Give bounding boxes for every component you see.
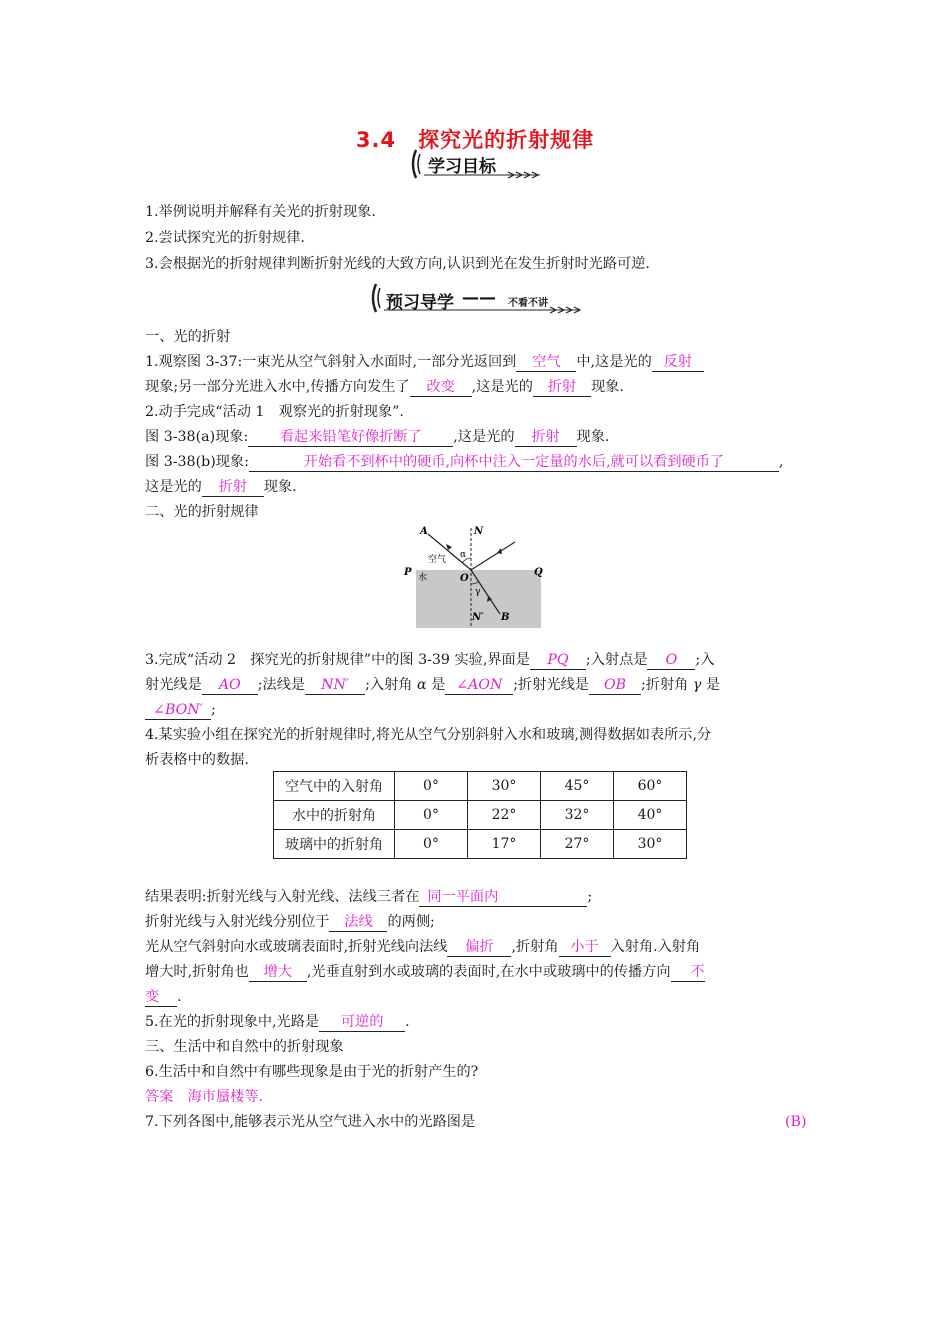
result-line5: 变 . (145, 989, 182, 1005)
q3-line2: 射光线是 AO ;法线是 NN′ ;入射角 α 是 ∠AON ;折射光线是 OB ;折射角 γ 是 (145, 677, 721, 693)
result-line2: 折射光线与入射光线分别位于 法线 的两侧; (145, 914, 435, 930)
section-3-heading: 三、生活中和自然中的折射现象 (145, 1039, 344, 1055)
blank: 改变 (410, 379, 472, 397)
q2-line1: 2.动手完成“活动 1 观察光的折射现象”. (145, 404, 404, 420)
q4-line1: 4.某实验小组在探究光的折射规律时,将光从空气分别斜射入水和玻璃,测得数据如表所示,分 (145, 727, 712, 743)
q6-question: 6.生活中和自然中有哪些现象是由于光的折射产生的? (145, 1064, 479, 1080)
blank: 看起来铅笔好像折断了 (248, 429, 453, 447)
arrow-icon (497, 548, 502, 554)
q5-line: 5.在光的折射现象中,光路是 可逆的 . (145, 1014, 410, 1030)
result-line3: 光从空气斜射向水或玻璃表面时,折射光线向法线 偏折 ,折射角 小于 入射角.入射角 (145, 939, 701, 955)
banner-dash: —— (462, 288, 496, 308)
result-line4: 增大时,折射角也 增大 ,光垂直射到水或玻璃的表面时,在水中或玻璃中的传播方向 不 (145, 964, 705, 980)
blank: OB (589, 677, 641, 695)
blank: 折射 (533, 379, 591, 397)
table-row: 水中的折射角 0° 22° 32° 40° (274, 801, 687, 830)
blank: 开始看不到杯中的硬币,向杯中注入一定量的水后,就可以看到硬币了 (249, 454, 779, 472)
reflected-ray (471, 542, 515, 570)
data-table (273, 771, 687, 859)
blank: 空气 (516, 354, 576, 372)
blank: 同一平面内 (419, 889, 587, 907)
q1-line1: 1.观察图 3-37:一束光从空气斜射入水面时,一部分光返回到 空气 中,这是光的 反射 (145, 353, 704, 372)
q6-answer: 答案 海市蜃楼等. (145, 1089, 264, 1105)
blank: PQ (530, 652, 586, 670)
blank: ∠AON (445, 677, 513, 695)
section-2-heading: 二、光的折射规律 (145, 504, 259, 520)
blank: O (647, 652, 695, 670)
label-O: O (460, 573, 469, 584)
blank: 不 (671, 964, 705, 982)
label-Q: Q (534, 567, 543, 578)
q7-answer: (B) (785, 1114, 807, 1130)
goal-3: 3.会根据光的折射规律判断折射光线的大致方向,认识到光在发生折射时光路可逆. (145, 256, 650, 272)
label-gamma: γ (475, 587, 481, 597)
blank: 小于 (559, 939, 611, 957)
banner-preview (368, 280, 588, 316)
page-title: 3.4 探究光的折射规律 (355, 128, 595, 152)
blank: 变 (145, 989, 177, 1007)
label-air: 空气 (428, 555, 447, 565)
banner-learning-goals (408, 146, 548, 182)
q3-line1: 3.完成“活动 2 探究光的折射规律”中的图 3-39 实验,界面是 PQ ;入射点是 O ;入 (145, 652, 715, 668)
blank: 折射 (202, 479, 264, 497)
banner-label: 学习目标 (428, 157, 496, 177)
blank: 可逆的 (319, 1014, 405, 1032)
q2-line2: 图 3-38(a)现象: 看起来铅笔好像折断了 ,这是光的 折射 现象. (145, 429, 610, 445)
q1-line2: 现象;另一部分光进入水中,传播方向发生了 改变 ,这是光的 折射 现象. (145, 379, 624, 395)
banner-sub: 不看不讲 (508, 298, 548, 309)
label-B: B (501, 612, 510, 623)
q2-line3: 图 3-38(b)现象: 开始看不到杯中的硬币,向杯中注入一定量的水后,就可以看到硬币了 , (145, 454, 784, 470)
banner-label: 预习导学 (386, 293, 454, 313)
goal-1: 1.举例说明并解释有关光的折射现象. (145, 204, 376, 220)
blank: ∠BON′ (145, 702, 211, 720)
q2-line4: 这是光的 折射 现象. (145, 479, 297, 495)
section-1-heading: 一、光的折射 (145, 329, 231, 345)
goal-2: 2.尝试探究光的折射规律. (145, 230, 305, 246)
blank: 反射 (652, 354, 704, 372)
q7-question: 7.下列各图中,能够表示光从空气进入水中的光路图是 (145, 1114, 476, 1130)
q3-line3: ∠BON′ ; (145, 701, 216, 720)
blank: 增大 (249, 964, 307, 982)
label-N: N (474, 526, 484, 537)
result-line1: 结果表明:折射光线与入射光线、法线三者在 同一平面内 ; (145, 889, 593, 905)
blank: 法线 (329, 914, 387, 932)
label-A: A (420, 526, 428, 537)
q4-line2: 析表格中的数据. (145, 752, 249, 768)
label-P: P (404, 567, 412, 578)
table-row: 空气中的入射角 0° 30° 45° 60° (274, 772, 687, 801)
blank: 折射 (515, 429, 577, 447)
label-alpha: α (460, 550, 467, 560)
table-row: 玻璃中的折射角 0° 17° 27° 30° (274, 830, 687, 859)
label-N-prime: N′ (472, 612, 484, 623)
blank: AO (202, 677, 258, 695)
refraction-diagram (400, 520, 560, 630)
label-water: 水 (418, 573, 428, 583)
blank: NN′ (305, 677, 365, 695)
blank: 偏折 (447, 939, 511, 957)
